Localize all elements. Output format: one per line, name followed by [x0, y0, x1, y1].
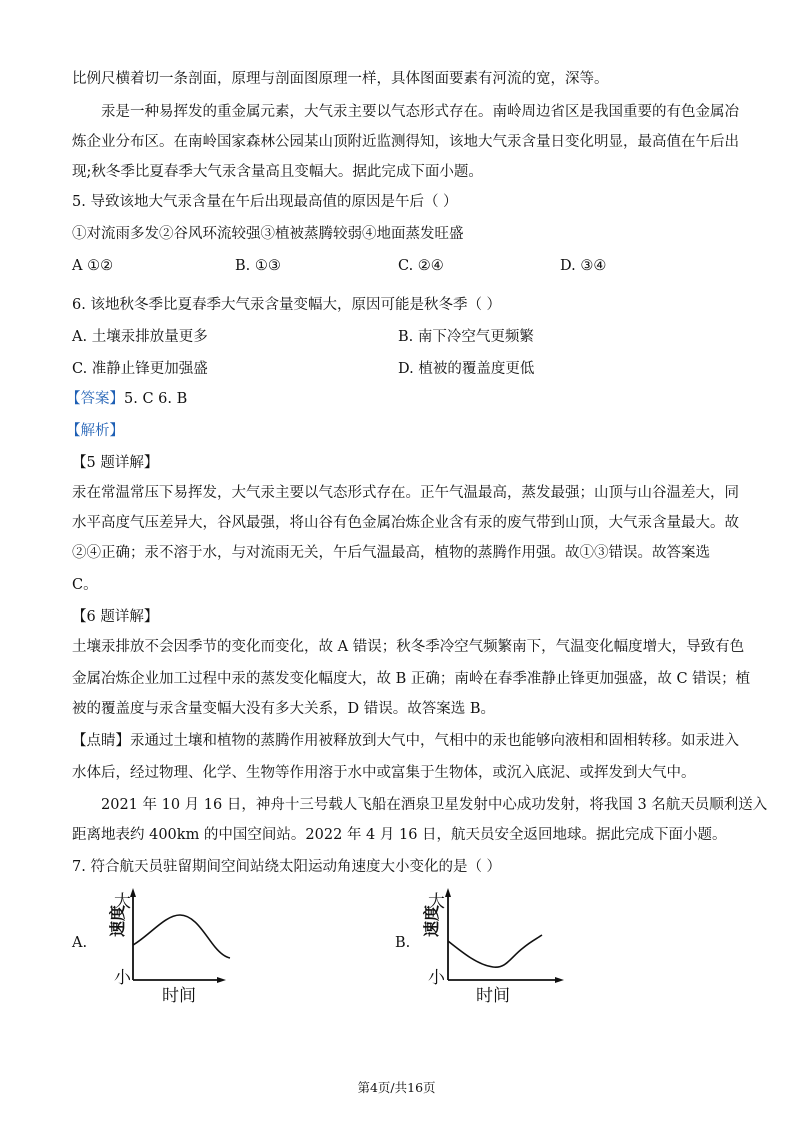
speed-curve	[448, 935, 542, 967]
q7-graph-b	[418, 885, 598, 1010]
tip-line	[72, 732, 739, 750]
y-axis-label: 速度	[108, 904, 127, 937]
q6-option-d: D. 植被的覆盖度更低	[398, 361, 535, 377]
q5-option-d: D. ③④	[560, 258, 607, 274]
graph-a-axes	[100, 885, 280, 985]
q6-option-b: B. 南下冷空气更频繁	[398, 329, 534, 345]
q7-option-b-label: B.	[395, 935, 411, 951]
q5-option-a: A ①②	[72, 258, 114, 274]
detail-6-title: 【6 题详解】	[72, 609, 159, 625]
detail-5-line: C。	[72, 577, 98, 593]
y-axis-label: 速度	[422, 904, 441, 937]
detail-5-title: 【5 题详解】	[72, 455, 159, 471]
detail-6-line: 金属冶炼企业加工过程中汞的蒸发变化幅度大，故 B 正确；南岭在春季准静止锋更加强盛，故 C 错误；植	[72, 671, 751, 687]
q5-option-c: C. ②④	[398, 258, 444, 274]
answer-text: 5. C 6. B	[124, 391, 188, 407]
passage-line: 炼企业分布区。在南岭国家森林公园某山顶附近监测得知，该地大气汞含量日变化明显，最高值在午后出	[72, 134, 739, 150]
passage-line: 现;秋冬季比夏春季大气汞含量高且变幅大。据此完成下面小题。	[72, 164, 483, 180]
passage-line: 汞是一种易挥发的重金属元素，大气汞主要以气态形式存在。南岭周边省区是我国重要的有色金属冶	[101, 104, 739, 120]
q7-option-a-label: A.	[72, 935, 88, 951]
x-axis-label: 时间	[162, 986, 196, 1006]
question-5-stem: 5. 导致该地大气汞含量在午后出现最高值的原因是午后（ ）	[72, 194, 458, 210]
y-bottom-label: 小	[114, 968, 131, 988]
detail-6-line: 被的覆盖度与汞含量变幅大没有多大关系，D 错误。故答案选 B。	[72, 701, 495, 717]
y-bottom-label: 小	[428, 968, 445, 988]
q5-option-b: B. ①③	[235, 258, 281, 274]
answer-line	[66, 390, 187, 408]
question-5-items: ①对流雨多发②谷风环流较强③植被蒸腾较弱④地面蒸发旺盛	[72, 226, 464, 242]
detail-6-line: 土壤汞排放不会因季节的变化而变化，故 A 错误；秋冬季冷空气频繁南下，气温变化幅度增大，导致有色	[72, 639, 745, 655]
q6-option-c: C. 准静止锋更加强盛	[72, 361, 208, 377]
passage-line: 2021 年 10 月 16 日，神舟十三号载人飞船在酒泉卫星发射中心成功发射，将我国 3 名航天员顺利送入	[101, 797, 768, 813]
passage-line: 距离地表约 400km 的中国空间站。2022 年 4 月 16 日，航天员安全返回地球。据此完成下面小题。	[72, 827, 727, 843]
tip-text: 汞通过土壤和植物的蒸腾作用被释放到大气中，气相中的汞也能够向液相和固相转移。如汞进入	[130, 733, 739, 749]
question-7-stem: 7. 符合航天员驻留期间空间站绕太阳运动角速度大小变化的是（ ）	[72, 859, 502, 875]
tip-label: 【点睛】	[72, 733, 130, 749]
q7-graph-a	[100, 885, 280, 1010]
detail-5-line: ②④正确；汞不溶于水，与对流雨无关，午后气温最高，植物的蒸腾作用强。故①③错误。故答案选	[72, 545, 710, 561]
y-top-label: 大	[114, 892, 131, 912]
analysis-label: 【解析】	[66, 423, 124, 439]
speed-curve	[133, 915, 230, 958]
x-axis-label: 时间	[476, 986, 510, 1006]
detail-5-line: 汞在常温常压下易挥发，大气汞主要以气态形式存在。正午气温最高，蒸发最强；山顶与山谷温差大，同	[72, 485, 739, 501]
question-6-stem: 6. 该地秋冬季比夏春季大气汞含量变幅大，原因可能是秋冬季（ ）	[72, 297, 502, 313]
answer-label: 【答案】	[66, 391, 124, 407]
graph-b-axes	[418, 885, 598, 985]
q6-option-a: A. 土壤汞排放量更多	[72, 329, 208, 345]
y-top-label: 大	[428, 892, 445, 912]
detail-5-line: 水平高度气压差异大，谷风最强，将山谷有色金属冶炼企业含有汞的废气带到山顶，大气汞含量最大。故	[72, 515, 739, 531]
intro-text: 比例尺横着切一条剖面，原理与剖面图原理一样，具体图面要素有河流的宽，深等。	[72, 71, 609, 87]
tip-line: 水体后，经过物理、化学、生物等作用溶于水中或富集于生物体，或沉入底泥、或挥发到大气中。	[72, 765, 696, 781]
page-footer: 第4页/共16页	[357, 1080, 436, 1095]
